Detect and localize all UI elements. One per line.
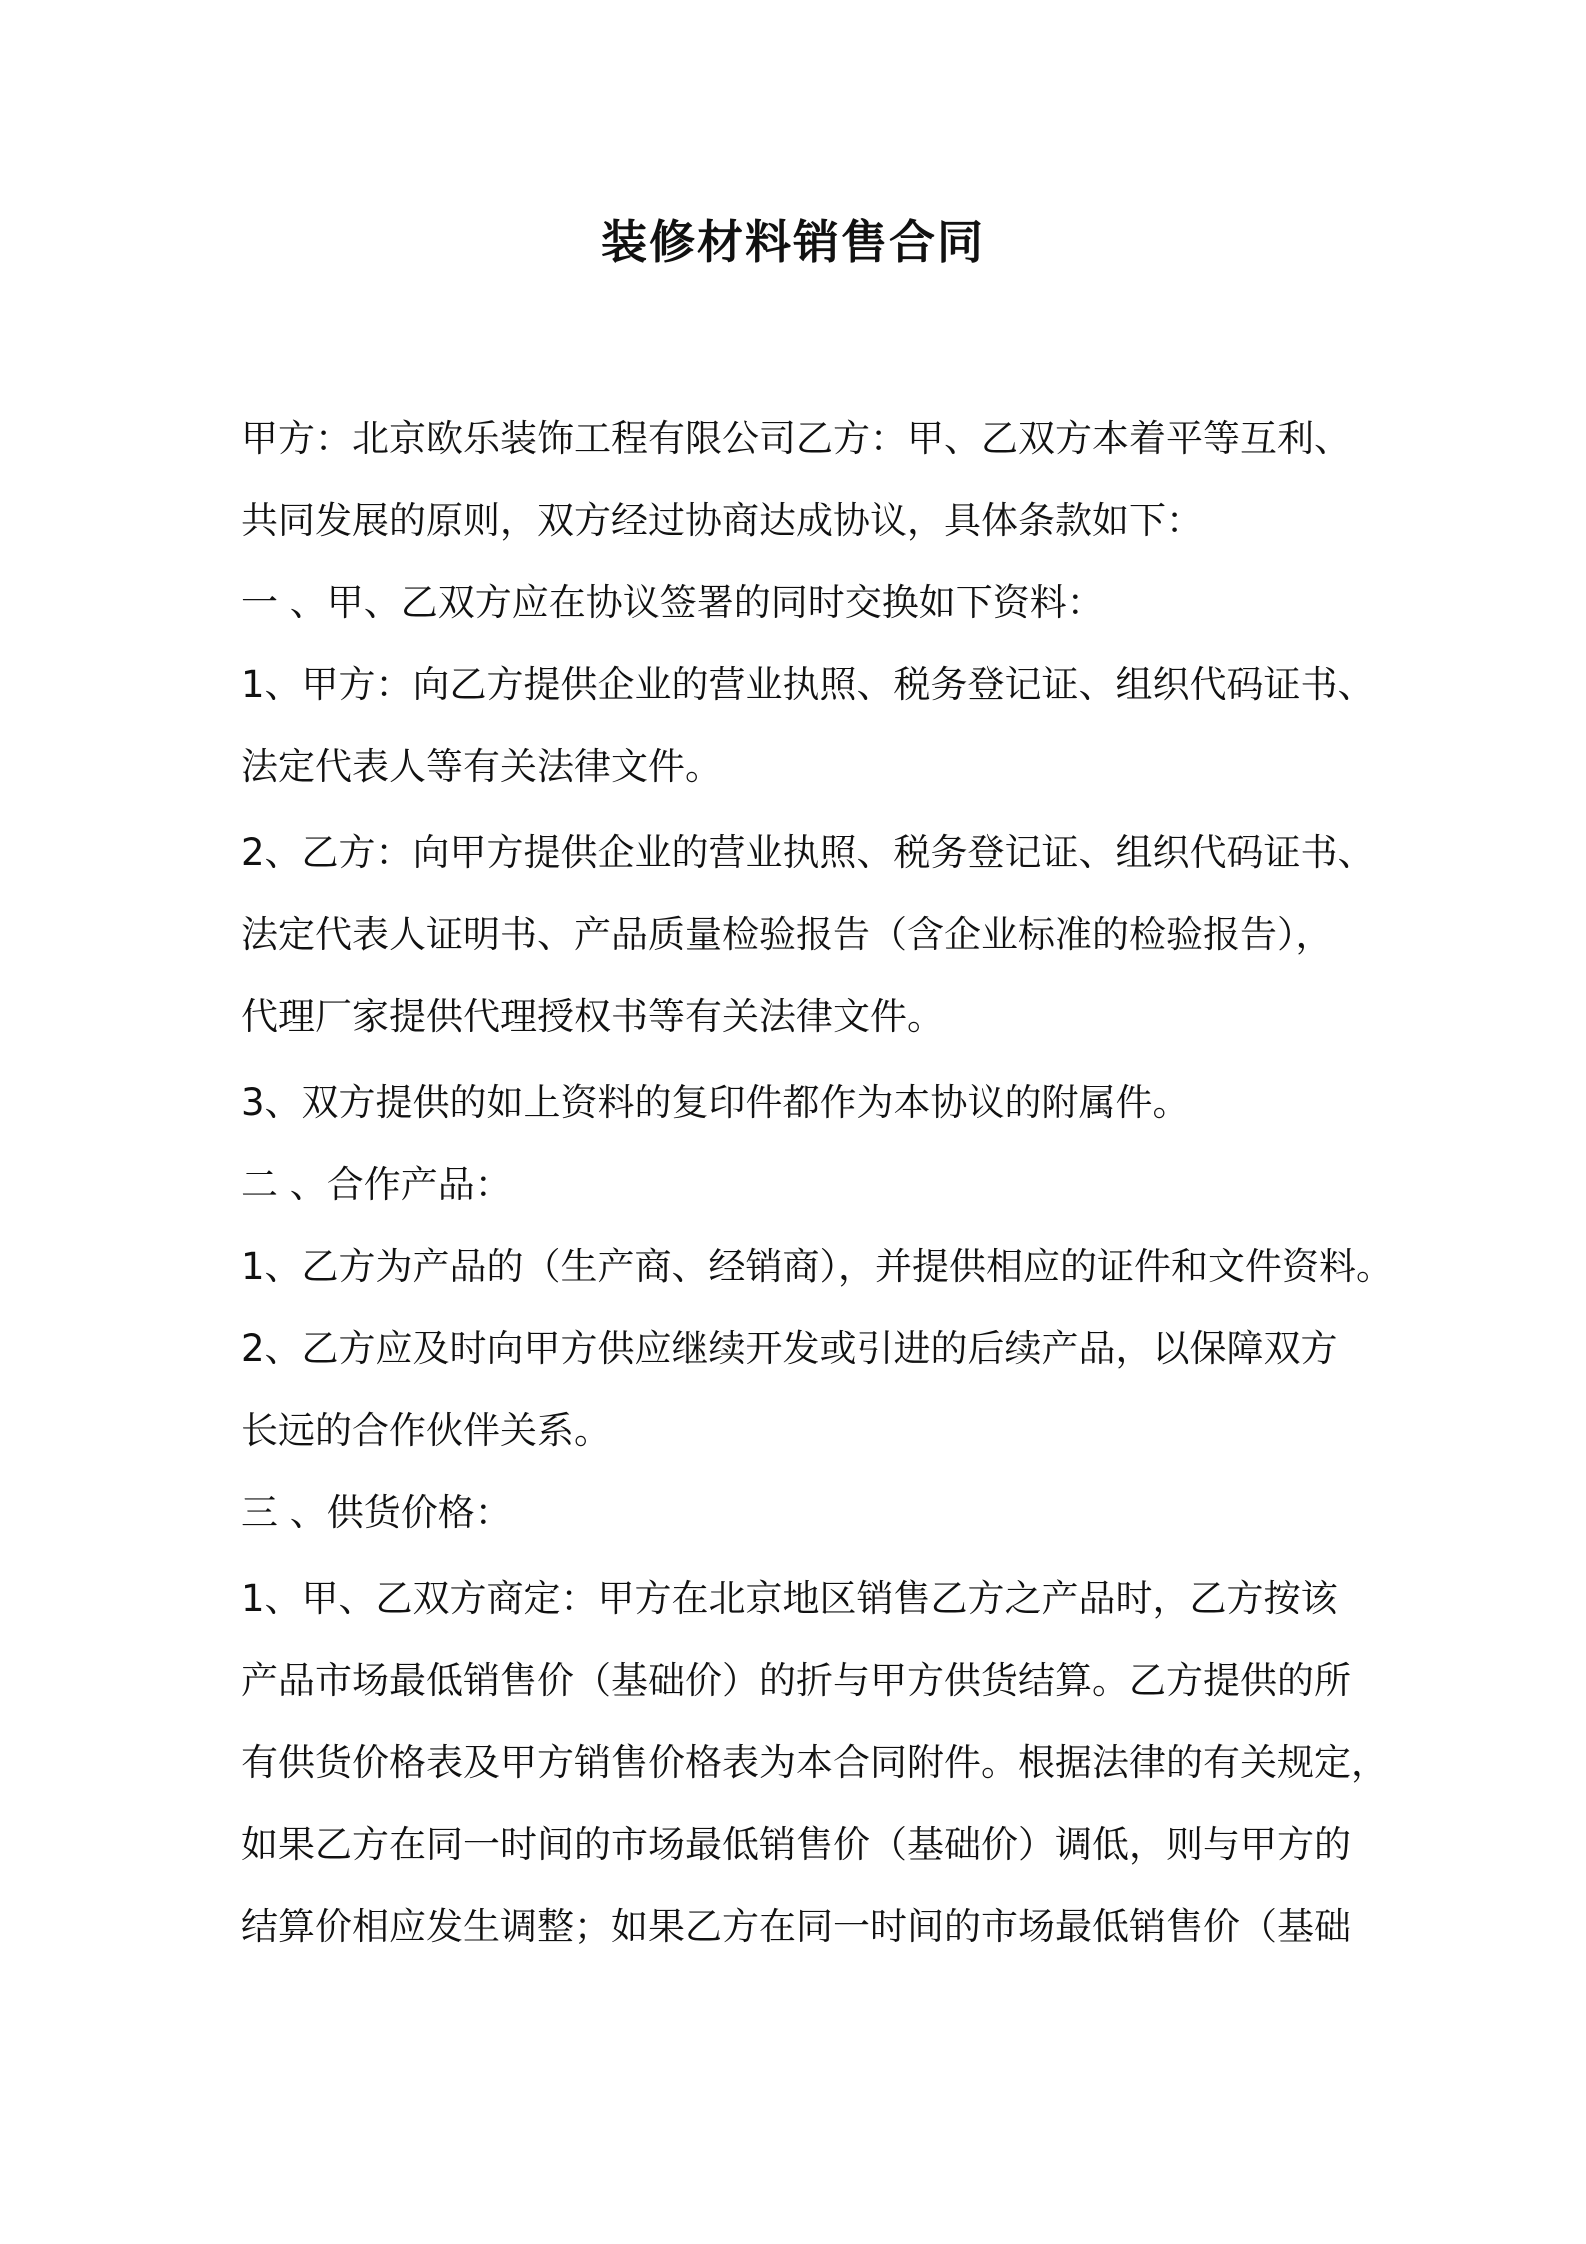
section-heading-2: 二 、合作产品： [241,1163,512,1206]
clause-line: 如果乙方在同一时间的市场最低销售价（基础价）调低，则与甲方的 [241,1823,1351,1866]
clause-line: 法定代表人等有关法律文件。 [241,745,722,788]
clause-line: 法定代表人证明书、产品质量检验报告（含企业标准的检验报告）， [241,913,1333,956]
document-title: 装修材料销售合同 [601,215,985,269]
paragraph-line-1: 甲方：北京欧乐装饰工程有限公司乙方：甲、乙双方本着平等互利、 [241,417,1351,460]
clause-line: 1、乙方为产品的（生产商、经销商），并提供相应的证件和文件资料。 [241,1245,1394,1288]
clause-line: 长远的合作伙伴关系。 [241,1409,611,1452]
document-body [241,398,1394,1968]
clause-line: 3、双方提供的如上资料的复印件都作为本协议的附属件。 [241,1081,1190,1124]
clause-line: 结算价相应发生调整；如果乙方在同一时间的市场最低销售价（基础 [241,1905,1351,1948]
section-heading-3: 三 、供货价格： [241,1491,512,1534]
clause-line: 有供货价格表及甲方销售价格表为本合同附件。根据法律的有关规定， [241,1741,1388,1784]
clause-line: 代理厂家提供代理授权书等有关法律文件。 [241,995,944,1038]
clause-line: 1、甲方：向乙方提供企业的营业执照、税务登记证、组织代码证书、 [241,663,1375,706]
clause-line: 2、乙方应及时向甲方供应继续开发或引进的后续产品，以保障双方 [241,1327,1338,1370]
clause-line: 2、乙方：向甲方提供企业的营业执照、税务登记证、组织代码证书、 [241,831,1375,874]
clause-line: 产品市场最低销售价（基础价）的折与甲方供货结算。乙方提供的所 [241,1659,1351,1702]
section-heading-1: 一 、甲、乙双方应在协议签署的同时交换如下资料： [241,581,1104,624]
paragraph-line-2: 共同发展的原则，双方经过协商达成协议，具体条款如下： [241,499,1203,542]
clause-line: 1、甲、乙双方商定：甲方在北京地区销售乙方之产品时，乙方按该 [241,1577,1338,1620]
